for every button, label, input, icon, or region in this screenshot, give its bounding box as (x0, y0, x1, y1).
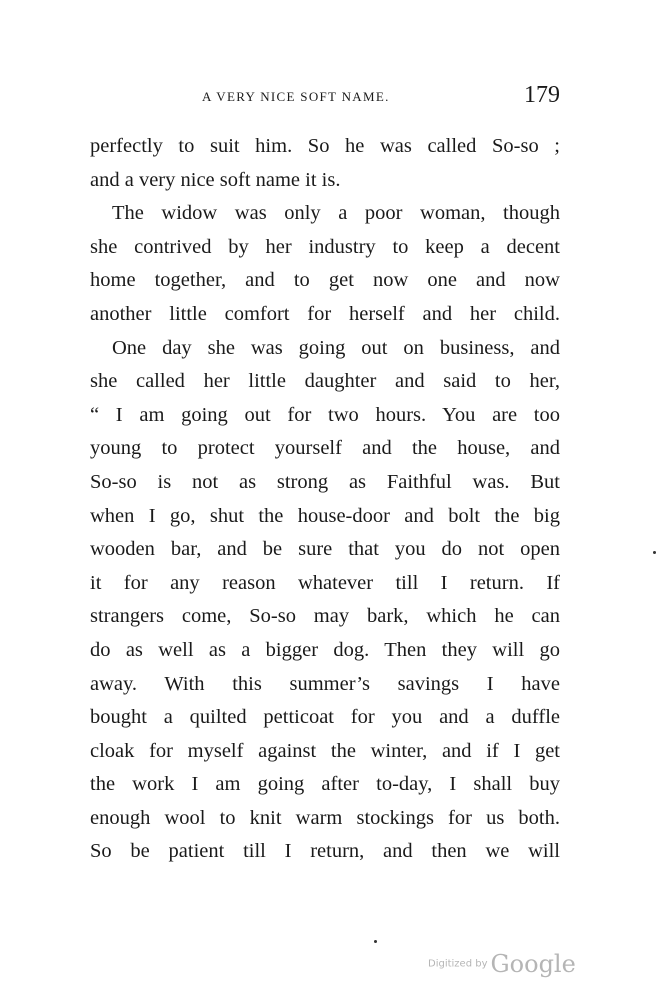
text-line: do as well as a bigger dog. Then they will go (90, 638, 560, 661)
text-line: young to protect yourself and the house, and (90, 437, 560, 460)
text-line: “ I am going out for two hours. You are too (90, 403, 560, 426)
ink-speck (653, 551, 656, 554)
ink-speck (374, 940, 377, 943)
text-line: So-so is not as strong as Faithful was. But (90, 470, 560, 493)
text-line: So be patient till I return, and then we will (90, 840, 560, 863)
text-line: away. With this summer’s savings I have (90, 672, 560, 695)
text-line: wooden bar, and be sure that you do not open (90, 538, 560, 561)
text-line: and a very nice soft name it is. (90, 168, 341, 191)
text-line: strangers come, So-so may bark, which he can (90, 605, 560, 628)
text-line: when I go, shut the house-door and bolt the big (90, 504, 560, 527)
text-line: cloak for myself against the winter, and if I get (90, 739, 560, 762)
running-title: A VERY NICE SOFT NAME. (202, 89, 390, 104)
text-line: it for any reason whatever till I return. If (90, 571, 560, 594)
running-head (90, 82, 560, 112)
digitized-by-watermark (428, 950, 576, 980)
text-line: The widow was only a poor woman, though (112, 202, 560, 225)
text-line: another little comfort for herself and her child. (90, 302, 560, 325)
text-line: she contrived by her industry to keep a decent (90, 235, 560, 258)
body-text (90, 130, 560, 869)
text-line: perfectly to suit him. So he was called So-so ; (90, 135, 560, 157)
text-line: home together, and to get now one and now (90, 269, 560, 292)
text-line: enough wool to knit warm stockings for us both. (90, 806, 560, 829)
text-line: she called her little daughter and said to her, (90, 370, 560, 393)
text-line: One day she was going out on business, and (112, 336, 560, 359)
text-line: bought a quilted petticoat for you and a duffle (90, 706, 560, 729)
google-wordmark: Google (490, 950, 576, 978)
text-line: the work I am going after to-day, I shall buy (90, 773, 560, 796)
page-number: 179 (524, 82, 560, 108)
digitized-prefix: Digitized by (428, 958, 488, 970)
